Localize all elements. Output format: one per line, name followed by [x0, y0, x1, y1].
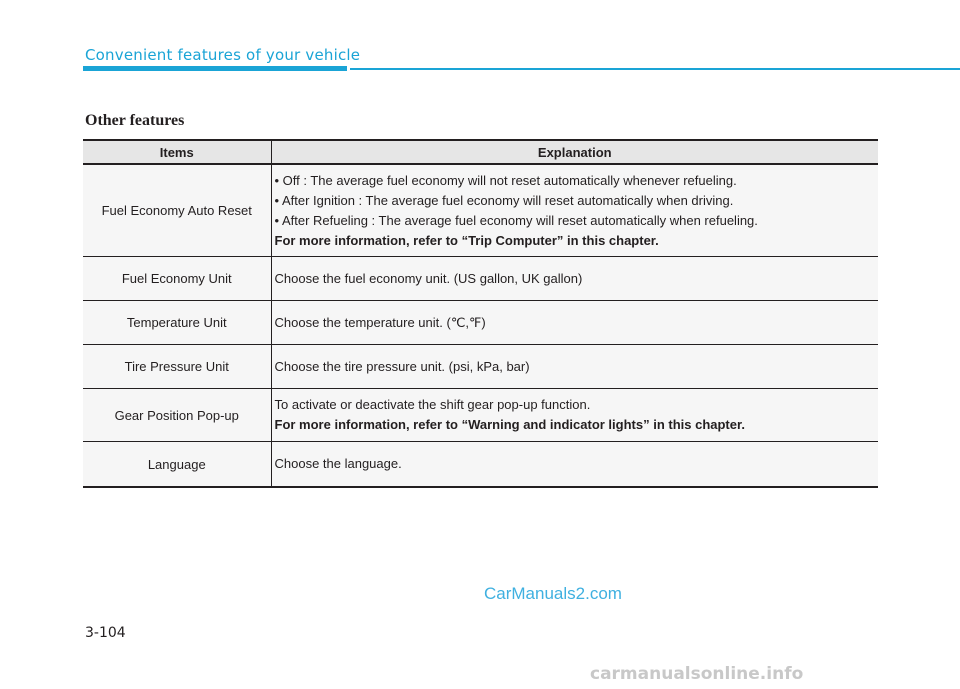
explanation-cell	[271, 345, 878, 389]
explanation-line: Choose the tire pressure unit. (psi, kPa, bar)	[274, 358, 530, 374]
item-cell: Language	[83, 442, 271, 488]
explanation-cell	[271, 301, 878, 345]
header-rule-thin	[350, 68, 960, 70]
table-row	[83, 345, 878, 389]
item-cell: Gear Position Pop-up	[83, 389, 271, 442]
table-row	[83, 301, 878, 345]
explanation-cell	[271, 164, 878, 257]
table-row	[83, 164, 878, 257]
table-row	[83, 442, 878, 488]
explanation-cell	[271, 389, 878, 442]
bottom-watermark: carmanualsonline.info	[590, 664, 804, 684]
page-title: Other features	[85, 112, 185, 129]
explanation-line: • After Ignition : The average fuel economy will reset automatically when driving.	[274, 192, 734, 208]
column-header-explanation: Explanation	[271, 140, 878, 164]
table-row	[83, 257, 878, 301]
reference-note: For more information, refer to “Trip Computer” in this chapter.	[274, 232, 659, 248]
explanation-line: • After Refueling : The average fuel economy will reset automatically when refueling.	[274, 212, 758, 228]
explanation-line: Choose the temperature unit. (℃,℉)	[274, 314, 486, 330]
explanation-cell	[271, 257, 878, 301]
header-rule-thick	[83, 66, 347, 71]
table-row	[83, 389, 878, 442]
item-cell: Fuel Economy Unit	[83, 257, 271, 301]
item-cell: Tire Pressure Unit	[83, 345, 271, 389]
page-number: 3-104	[85, 625, 126, 641]
explanation-line: To activate or deactivate the shift gear pop-up function.	[274, 397, 591, 412]
section-header: Convenient features of your vehicle	[85, 46, 361, 64]
site-watermark: CarManuals2.com	[484, 584, 622, 603]
explanation-cell	[271, 442, 878, 488]
item-cell: Temperature Unit	[83, 301, 271, 345]
column-header-items: Items	[83, 140, 271, 164]
reference-note: For more information, refer to “Warning and indicator lights” in this chapter.	[274, 417, 745, 432]
item-cell: Fuel Economy Auto Reset	[83, 164, 271, 257]
table-header-row	[83, 140, 878, 164]
explanation-line: • Off : The average fuel economy will not reset automatically whenever refueling.	[274, 172, 737, 188]
explanation-line: Choose the language.	[274, 456, 402, 471]
explanation-line: Choose the fuel economy unit. (US gallon, UK gallon)	[274, 270, 583, 286]
features-table	[83, 139, 878, 488]
